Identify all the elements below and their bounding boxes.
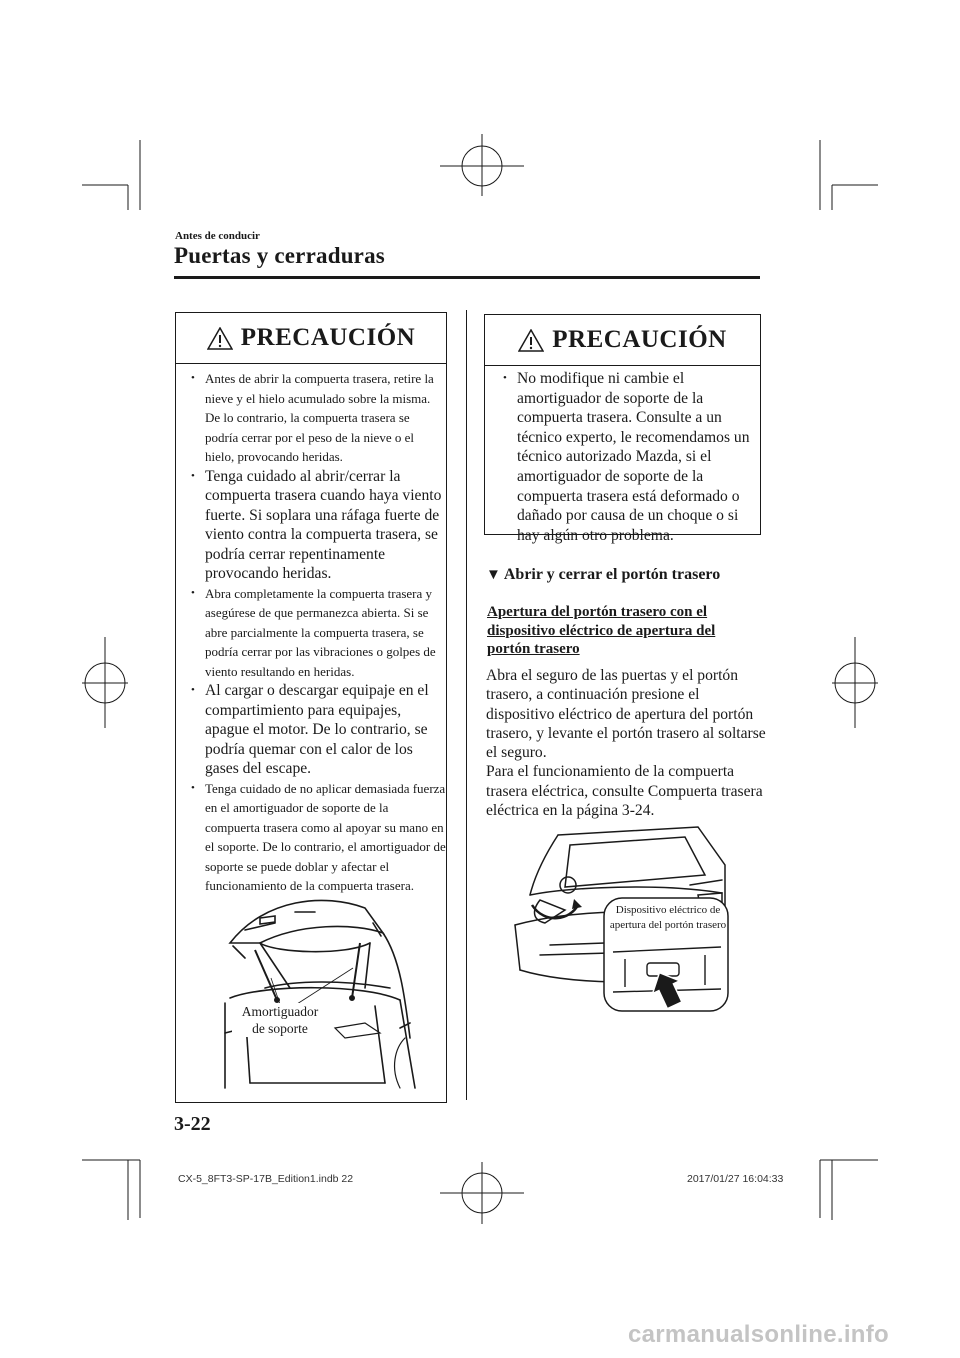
body-text	[486, 666, 766, 820]
caution-item: • Abra completamente la compuerta trasera y asegúrese de que permanezca abierta. Si se abre parcialmente la compuerta trasera, se podría cerrar por las vibraciones o golpes de viento resultando en heridas.	[188, 584, 446, 682]
title-rule	[174, 276, 760, 279]
footer-file: CX-5_8FT3-SP-17B_Edition1.indb 22	[178, 1173, 354, 1185]
figure-label-line: Amortiguador	[241, 1004, 319, 1019]
warning-triangle-icon	[518, 329, 544, 352]
subsection-heading-text: Abrir y cerrar el portón trasero	[503, 566, 721, 583]
watermark: carmanualsonline.info	[628, 1321, 890, 1348]
caution-heading	[176, 313, 446, 364]
page-number: 3-22	[174, 1113, 211, 1135]
page-title: Puertas y cerraduras	[174, 243, 385, 268]
column-divider	[466, 310, 467, 1100]
figure-label-line: Dispositivo eléctrico de	[615, 904, 721, 916]
down-triangle-icon: ▼	[486, 566, 501, 583]
caution-heading-text: PRECAUCIÓN	[552, 326, 727, 353]
caution-item: • Tenga cuidado de no aplicar demasiada fuerza en el amortiguador de soporte de la compuerta trasera como al apoyar su mano en el soporte. De lo contrario, el amortiguador de soporte se puede doblar y afectar el funcionamiento de la compuerta trasera.	[188, 779, 446, 896]
subsection-heading	[486, 566, 720, 584]
body-paragraph: Para el funcionamiento de la compuerta trasera eléctrica, consulte Compuerta trasera eléctrica en la página 3-24.	[486, 763, 763, 820]
figure-label-support-strut	[232, 1003, 328, 1037]
body-paragraph: Abra el seguro de las puertas y el portón trasero, a continuación presione el dispositivo eléctrico de apertura del portón trasero, y levante el portón trasero al soltarse el seguro.	[486, 667, 766, 762]
caution-heading	[485, 315, 760, 366]
figure-label-line: de soporte	[252, 1021, 308, 1036]
figure-label-line: apertura del portón trasero	[609, 919, 727, 931]
caution-item: • Antes de abrir la compuerta trasera, retire la nieve y el hielo acumulado sobre la misma. De lo contrario, la compuerta trasera se podría cerrar por el peso de la nieve o el hielo, provocando heridas.	[188, 369, 446, 467]
section-label: Antes de conducir	[175, 230, 260, 242]
caution-item: • Al cargar o descargar equipaje en el compartimiento para equipajes, apague el motor. De lo contrario, se podría quemar con el calor de los gases del escape.	[188, 681, 446, 779]
caution-item: • No modifique ni cambie el amortiguador de soporte de la compuerta trasera. Consulte a un técnico experto, le recomendamos un técnico autorizado Mazda, si el amortiguador de soporte de la compuerta trasera está deformado o dañado por causa de un choque o si hay algún otro problema.	[500, 369, 755, 545]
topic-title: Apertura del portón trasero con el dispositivo eléctrico de apertura del portón trasero	[487, 604, 716, 657]
caution-heading-text: PRECAUCIÓN	[240, 324, 416, 351]
figure-label-opener	[608, 903, 728, 933]
warning-triangle-icon	[207, 327, 233, 350]
footer-timestamp: 2017/01/27 16:04:33	[687, 1173, 784, 1185]
open-tailgate-illustration	[205, 888, 420, 1093]
caution-box-right	[484, 314, 761, 544]
caution-item: • Tenga cuidado al abrir/cerrar la compuerta trasera cuando haya viento fuerte. Si soplara una ráfaga fuerte de viento contra la compuerta trasera, se podría cerrar repentinamente provocando heridas.	[188, 467, 446, 584]
